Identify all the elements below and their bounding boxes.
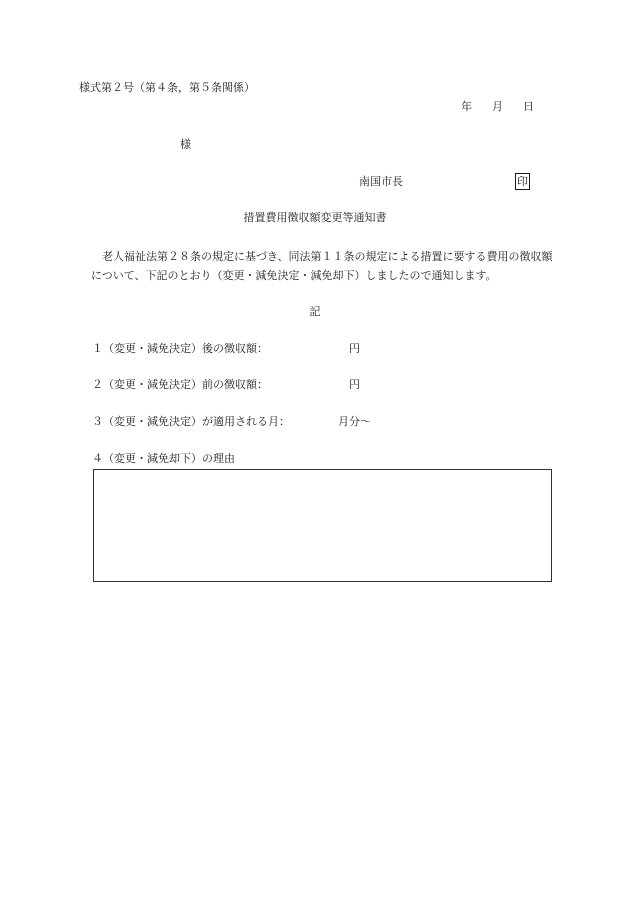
day-label: 日 (523, 100, 534, 113)
reason-box[interactable] (93, 469, 552, 582)
form-number: 様式第２号（第４条，第５条関係） (79, 81, 255, 94)
date-line (461, 100, 534, 114)
month-label: 月 (492, 100, 503, 113)
item-4-label: ４（変更・減免却下）の理由 (92, 452, 235, 465)
item-2-label: ２（変更・減免決定）前の徴収額： (92, 378, 268, 391)
notice-body-text: 老人福祉法第２８条の規定に基づき、同法第１１条の規定による措置に要する費用の徴収額について、下記のとおり（変更・減免決定・減免却下）しましたので通知します。 (91, 250, 553, 282)
issuer-name: 南国市長 (359, 175, 403, 188)
seal-mark: 印 (517, 175, 528, 188)
year-label: 年 (461, 100, 472, 113)
item-3-unit: 月分～ (338, 415, 371, 428)
item-1-label: １（変更・減免決定）後の徴収額： (92, 342, 268, 355)
item-3-label: ３（変更・減免決定）が適用される月： (92, 415, 290, 428)
ki-heading: 記 (309, 305, 321, 318)
recipient-honorific: 様 (180, 138, 191, 151)
item-2-unit: 円 (349, 378, 360, 391)
item-1-unit: 円 (349, 342, 360, 355)
notice-body (91, 247, 561, 285)
document-title: 措置費用徴収額変更等通知書 (243, 211, 387, 224)
